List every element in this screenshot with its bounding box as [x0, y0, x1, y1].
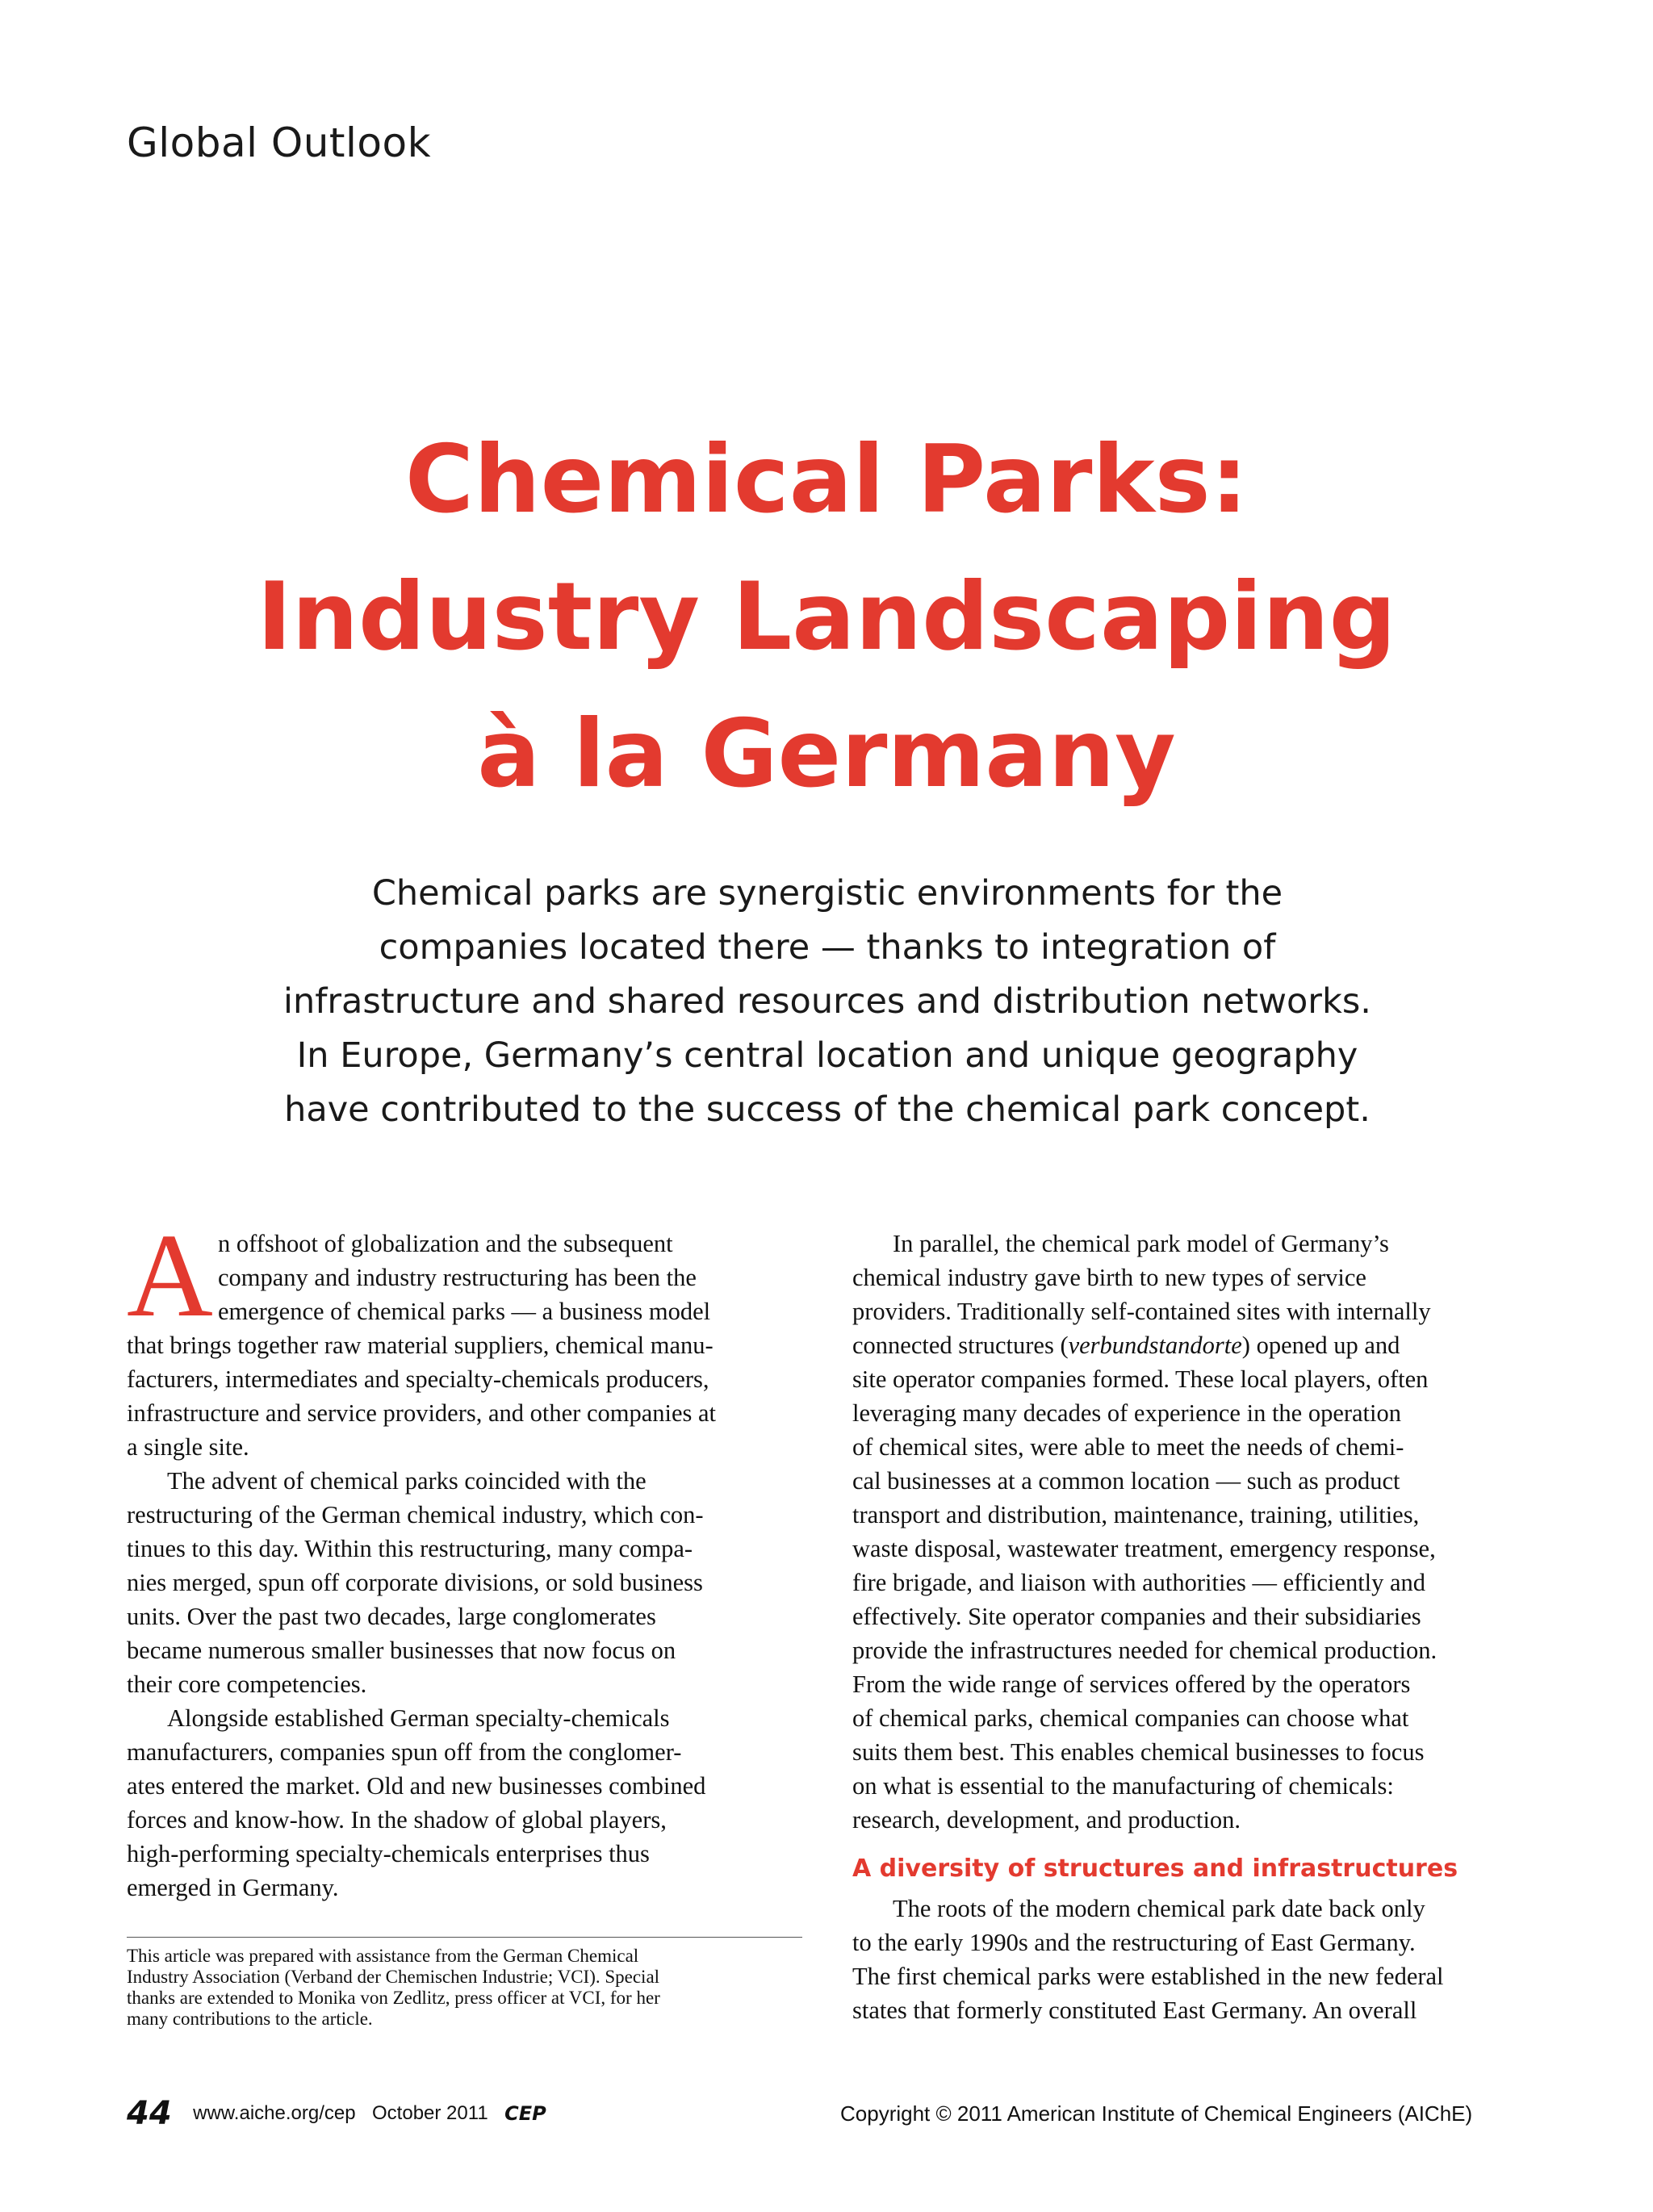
text-line: research, development, and production.: [852, 1806, 1241, 1834]
text-line: facturers, intermediates and specialty-chemicals producers,: [127, 1365, 709, 1393]
text-line: The advent of chemical parks coincided with the: [167, 1467, 647, 1495]
footer-url-link[interactable]: www.aiche.org/cep: [193, 2102, 356, 2124]
magazine-logo: CEP: [504, 2102, 546, 2125]
text-line: chemical industry gave birth to new types of service: [852, 1264, 1366, 1291]
title-line: à la Germany: [477, 700, 1176, 809]
text-line: of chemical parks, chemical companies can choose what: [852, 1704, 1409, 1732]
title-line: Industry Landscaping: [257, 562, 1396, 671]
text-fragment: connected structures (: [852, 1332, 1069, 1359]
paragraph: [127, 1464, 805, 1701]
text-line: site operator companies formed. These local players, often: [852, 1365, 1429, 1393]
footnote-line: many contributions to the article.: [127, 2009, 373, 2029]
footnote-line: thanks are extended to Monika von Zedlitz, press officer at VCI, for her: [127, 1988, 660, 2008]
text-line: ates entered the market. Old and new businesses combined: [127, 1772, 706, 1800]
section-label: Global Outlook: [127, 119, 432, 166]
text-line: tinues to this day. Within this restructuring, many compa-: [127, 1535, 693, 1562]
text-line: forces and know-how. In the shadow of global players,: [127, 1806, 667, 1834]
page-number: 44: [127, 2095, 172, 2132]
text-line: of chemical sites, were able to meet the needs of chemi-: [852, 1433, 1404, 1461]
deck-line: infrastructure and shared resources and distribution networks.: [283, 981, 1371, 1022]
text-line: waste disposal, wastewater treatment, emergency response,: [852, 1535, 1436, 1562]
text-line: emergence of chemical parks — a business model: [218, 1298, 711, 1325]
text-line: high-performing specialty-chemicals enterprises thus: [127, 1840, 650, 1867]
text-line: effectively. Site operator companies and their subsidiaries: [852, 1603, 1421, 1630]
text-line: that brings together raw material suppliers, chemical manu-: [127, 1332, 714, 1359]
text-fragment: ) opened up and: [1241, 1332, 1400, 1359]
italic-term: verbundstandorte: [1068, 1332, 1242, 1359]
right-column: [852, 1227, 1530, 2027]
deck-line: companies located there — thanks to integration of: [379, 927, 1276, 968]
deck-line: have contributed to the success of the chemical park concept.: [284, 1089, 1371, 1130]
text-line: manufacturers, companies spun off from the conglomer-: [127, 1738, 682, 1766]
footnote-divider: [127, 1937, 802, 1938]
text-line: providers. Traditionally self-contained sites with internally: [852, 1298, 1431, 1325]
paragraph: [852, 1227, 1530, 1837]
text-line: became numerous smaller businesses that now focus on: [127, 1637, 676, 1664]
copyright-notice: Copyright © 2011 American Institute of Chemical Engineers (AIChE): [840, 2101, 1473, 2126]
footnote: [127, 1946, 805, 2030]
text-line: restructuring of the German chemical industry, which con-: [127, 1501, 704, 1528]
text-line: n offshoot of globalization and the subsequent: [218, 1230, 673, 1257]
text-line: transport and distribution, maintenance, training, utilities,: [852, 1501, 1420, 1528]
issue-date: October 2011: [372, 2102, 488, 2124]
footnote-line: This article was prepared with assistance from the German Chemical: [127, 1946, 639, 1966]
title-line: Chemical Parks:: [404, 425, 1249, 534]
text-line: company and industry restructuring has been the: [218, 1264, 697, 1291]
paragraph: [127, 1701, 805, 1905]
text-line: units. Over the past two decades, large conglomerates: [127, 1603, 656, 1630]
text-line: fire brigade, and liaison with authorities — efficiently and: [852, 1569, 1426, 1596]
deck-line: In Europe, Germany’s central location and unique geography: [296, 1035, 1358, 1076]
deck-line: Chemical parks are synergistic environments for the: [371, 873, 1283, 914]
text-line: a single site.: [127, 1433, 249, 1461]
text-line: infrastructure and service providers, and other companies at: [127, 1399, 717, 1427]
text-line: suits them best. This enables chemical businesses to focus: [852, 1738, 1425, 1766]
left-column: [127, 1210, 805, 1905]
text-line: The first chemical parks were established in the new federal: [852, 1963, 1444, 1990]
text-line: emerged in Germany.: [127, 1874, 339, 1901]
drop-cap: A: [127, 1210, 213, 1342]
text-line: In parallel, the chemical park model of Germany’s: [893, 1230, 1389, 1257]
text-line: [852, 1328, 1530, 1362]
text-line: to the early 1990s and the restructuring of East Germany.: [852, 1929, 1416, 1956]
section-subhead: A diversity of structures and infrastructures: [852, 1854, 1458, 1883]
text-line: leveraging many decades of experience in the operation: [852, 1399, 1402, 1427]
text-line: nies merged, spun off corporate divisions, or sold business: [127, 1569, 703, 1596]
footnote-line: Industry Association (Verband der Chemischen Industrie; VCI). Special: [127, 1967, 660, 1987]
text-line: provide the infrastructures needed for chemical production.: [852, 1637, 1437, 1664]
text-line: Alongside established German specialty-chemicals: [167, 1704, 670, 1732]
paragraph-intro: [127, 1210, 805, 1464]
text-line: From the wide range of services offered by the operators: [852, 1670, 1411, 1698]
text-line: cal businesses at a common location — such as product: [852, 1467, 1400, 1495]
text-line: states that formerly constituted East Germany. An overall: [852, 1997, 1417, 2024]
text-line: their core competencies.: [127, 1670, 367, 1698]
text-line: on what is essential to the manufacturing of chemicals:: [852, 1772, 1394, 1800]
article-title: [0, 412, 1653, 823]
paragraph: [852, 1892, 1530, 2027]
article-deck: [186, 867, 1469, 1137]
text-line: The roots of the modern chemical park date back only: [893, 1895, 1425, 1922]
page-footer: [127, 2095, 546, 2132]
